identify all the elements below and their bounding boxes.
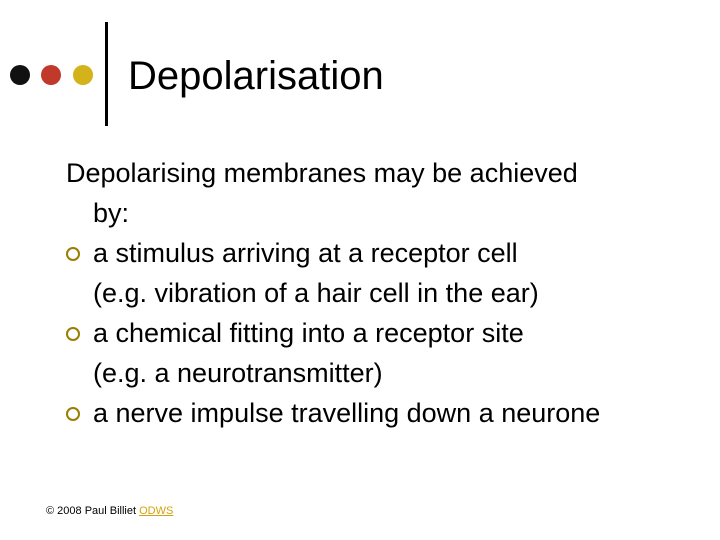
hollow-circle-bullet-icon bbox=[66, 327, 80, 341]
bullet-item-1-example: (e.g. vibration of a hair cell in the ear) bbox=[93, 278, 539, 308]
bullet-item-3 bbox=[66, 393, 706, 433]
bullet-item-2 bbox=[66, 313, 706, 353]
copyright-text: © 2008 Paul Billiet bbox=[46, 505, 137, 517]
slide-title: Depolarisation bbox=[128, 54, 384, 98]
bullet-item-1 bbox=[66, 233, 706, 273]
slide-body bbox=[66, 153, 706, 433]
bullet-item-1-text: a stimulus arriving at a receptor cell bbox=[93, 238, 518, 268]
title-divider bbox=[105, 22, 108, 126]
bullet-item-2-example: (e.g. a neurotransmitter) bbox=[93, 358, 383, 388]
odws-link[interactable]: ODWS bbox=[139, 505, 174, 517]
intro-line-1: Depolarising membranes may be achieved bbox=[66, 158, 578, 188]
hollow-circle-bullet-icon bbox=[66, 247, 80, 261]
yellow-dot-icon bbox=[73, 65, 93, 85]
bullet-item-2-text: a chemical fitting into a receptor site bbox=[93, 318, 524, 348]
red-dot-icon bbox=[41, 65, 61, 85]
hollow-circle-bullet-icon bbox=[66, 407, 80, 421]
bullet-item-3-text: a nerve impulse travelling down a neurone bbox=[93, 398, 601, 428]
black-dot-icon bbox=[10, 65, 30, 85]
intro-line-2: by: bbox=[93, 198, 130, 228]
footer-credit bbox=[46, 505, 173, 517]
